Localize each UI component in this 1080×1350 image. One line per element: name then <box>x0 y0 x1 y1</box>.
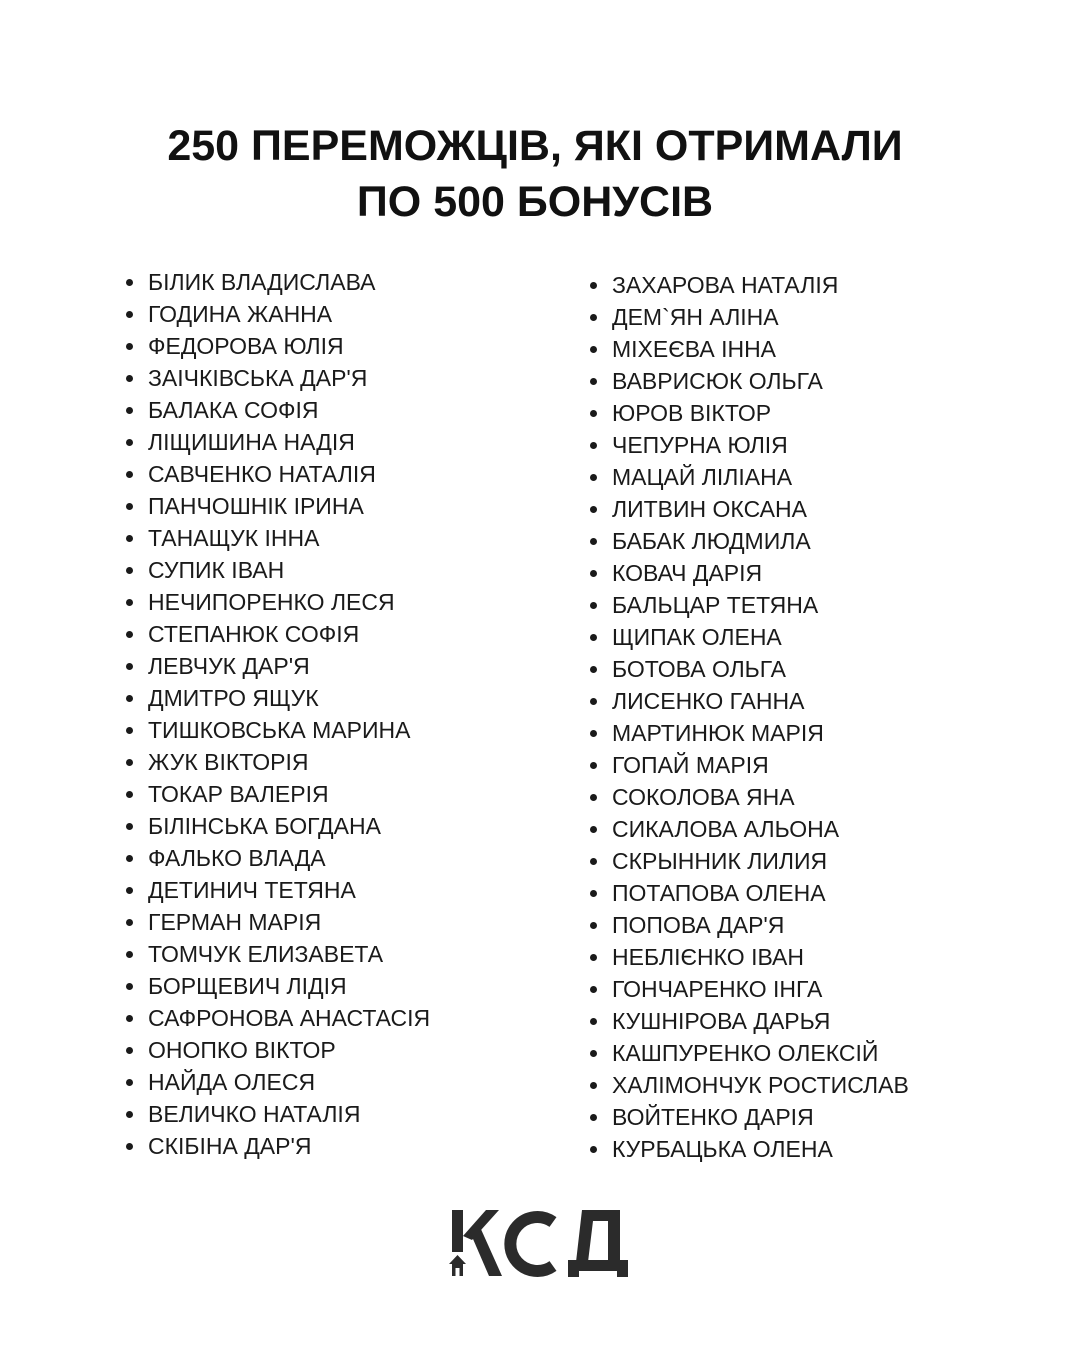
winner-name: ФАЛЬКО ВЛАДА <box>124 842 430 874</box>
logo-letter-d <box>568 1210 628 1277</box>
winner-name: ЧЕПУРНА ЮЛІЯ <box>588 429 909 461</box>
winner-name: ЗАХАРОВА НАТАЛІЯ <box>588 269 909 301</box>
ksd-logo <box>448 1200 638 1280</box>
winner-name: БАБАК ЛЮДМИЛА <box>588 525 909 557</box>
winner-name: ГОПАЙ МАРІЯ <box>588 749 909 781</box>
winner-name: ПОТАПОВА ОЛЕНА <box>588 877 909 909</box>
title-line-1: 250 ПЕРЕМОЖЦІВ, ЯКІ ОТРИМАЛИ <box>167 122 903 170</box>
winner-name: ДЕМ`ЯН АЛІНА <box>588 301 909 333</box>
logo-text: КСД <box>543 1278 546 1279</box>
winner-name: ДЕТИНИЧ ТЕТЯНА <box>124 874 430 906</box>
winner-name: ТОКАР ВАЛЕРІЯ <box>124 778 430 810</box>
winner-name: КОВАЧ ДАРІЯ <box>588 557 909 589</box>
winner-name: МАРТИНЮК МАРІЯ <box>588 717 909 749</box>
winner-name: СКІБІНА ДАР'Я <box>124 1130 430 1162</box>
winner-name: СТЕПАНЮК СОФІЯ <box>124 618 430 650</box>
winner-name: ПОПОВА ДАР'Я <box>588 909 909 941</box>
winner-name: ТИШКОВСЬКА МАРИНА <box>124 714 430 746</box>
title-line-2: ПО 500 БОНУСІВ <box>356 178 714 226</box>
winner-name: ГОНЧАРЕНКО ІНГА <box>588 973 909 1005</box>
winner-name: ЛІЩИШИНА НАДІЯ <box>124 426 430 458</box>
winner-name: НЕЧИПОРЕНКО ЛЕСЯ <box>124 586 430 618</box>
winner-name: ХАЛІМОНЧУК РОСТИСЛАВ <box>588 1069 909 1101</box>
winner-name: КУШНІРОВА ДАРЬЯ <box>588 1005 909 1037</box>
winner-name: ЩИПАК ОЛЕНА <box>588 621 909 653</box>
page-title <box>0 118 1070 230</box>
winner-name: ГЕРМАН МАРІЯ <box>124 906 430 938</box>
house-icon <box>449 1255 466 1276</box>
winner-name: ВОЙТЕНКО ДАРІЯ <box>588 1101 909 1133</box>
winner-name: ВАВРИСЮК ОЛЬГА <box>588 365 909 397</box>
winner-name: МІХЕЄВА ІННА <box>588 333 909 365</box>
winner-name: БІЛІНСЬКА БОГДАНА <box>124 810 430 842</box>
winner-name: МАЦАЙ ЛІЛІАНА <box>588 461 909 493</box>
winner-name: ЗАІЧКІВСЬКА ДАР'Я <box>124 362 430 394</box>
winner-name: ЛЕВЧУК ДАР'Я <box>124 650 430 682</box>
logo-letter-s <box>510 1217 553 1271</box>
winner-name: ЮРОВ ВІКТОР <box>588 397 909 429</box>
winner-name: СКРЫННИК ЛИЛИЯ <box>588 845 909 877</box>
winner-name: БАЛЬЦАР ТЕТЯНА <box>588 589 909 621</box>
winner-name: ТАНАЩУК ІННА <box>124 522 430 554</box>
winner-name: ЛИТВИН ОКСАНА <box>588 493 909 525</box>
winner-name: ВЕЛИЧКО НАТАЛІЯ <box>124 1098 430 1130</box>
winner-name: БОТОВА ОЛЬГА <box>588 653 909 685</box>
winner-name: СИКАЛОВА АЛЬОНА <box>588 813 909 845</box>
winner-name: ОНОПКО ВІКТОР <box>124 1034 430 1066</box>
winners-list-left <box>124 266 430 1162</box>
winner-name: НЕБЛІЄНКО ІВАН <box>588 941 909 973</box>
winner-name: ЖУК ВІКТОРІЯ <box>124 746 430 778</box>
winner-name: КАШПУРЕНКО ОЛЕКСІЙ <box>588 1037 909 1069</box>
winner-name: ТОМЧУК ЕЛИЗАВЕТА <box>124 938 430 970</box>
winner-name: СУПИК ІВАН <box>124 554 430 586</box>
winner-name: ЛИСЕНКО ГАННА <box>588 685 909 717</box>
winner-name: БОРЩЕВИЧ ЛІДІЯ <box>124 970 430 1002</box>
winner-name: ГОДИНА ЖАННА <box>124 298 430 330</box>
winner-name: БАЛАКА СОФІЯ <box>124 394 430 426</box>
winner-name: НАЙДА ОЛЕСЯ <box>124 1066 430 1098</box>
winner-name: ФЕДОРОВА ЮЛІЯ <box>124 330 430 362</box>
winner-name: БІЛИК ВЛАДИСЛАВА <box>124 266 430 298</box>
winner-name: САВЧЕНКО НАТАЛІЯ <box>124 458 430 490</box>
winner-name: ПАНЧОШНІК ІРИНА <box>124 490 430 522</box>
winner-name: СОКОЛОВА ЯНА <box>588 781 909 813</box>
winner-name: КУРБАЦЬКА ОЛЕНА <box>588 1133 909 1165</box>
winner-name: САФРОНОВА АНАСТАСІЯ <box>124 1002 430 1034</box>
winner-name: ДМИТРО ЯЩУК <box>124 682 430 714</box>
winners-list-right <box>588 269 909 1165</box>
